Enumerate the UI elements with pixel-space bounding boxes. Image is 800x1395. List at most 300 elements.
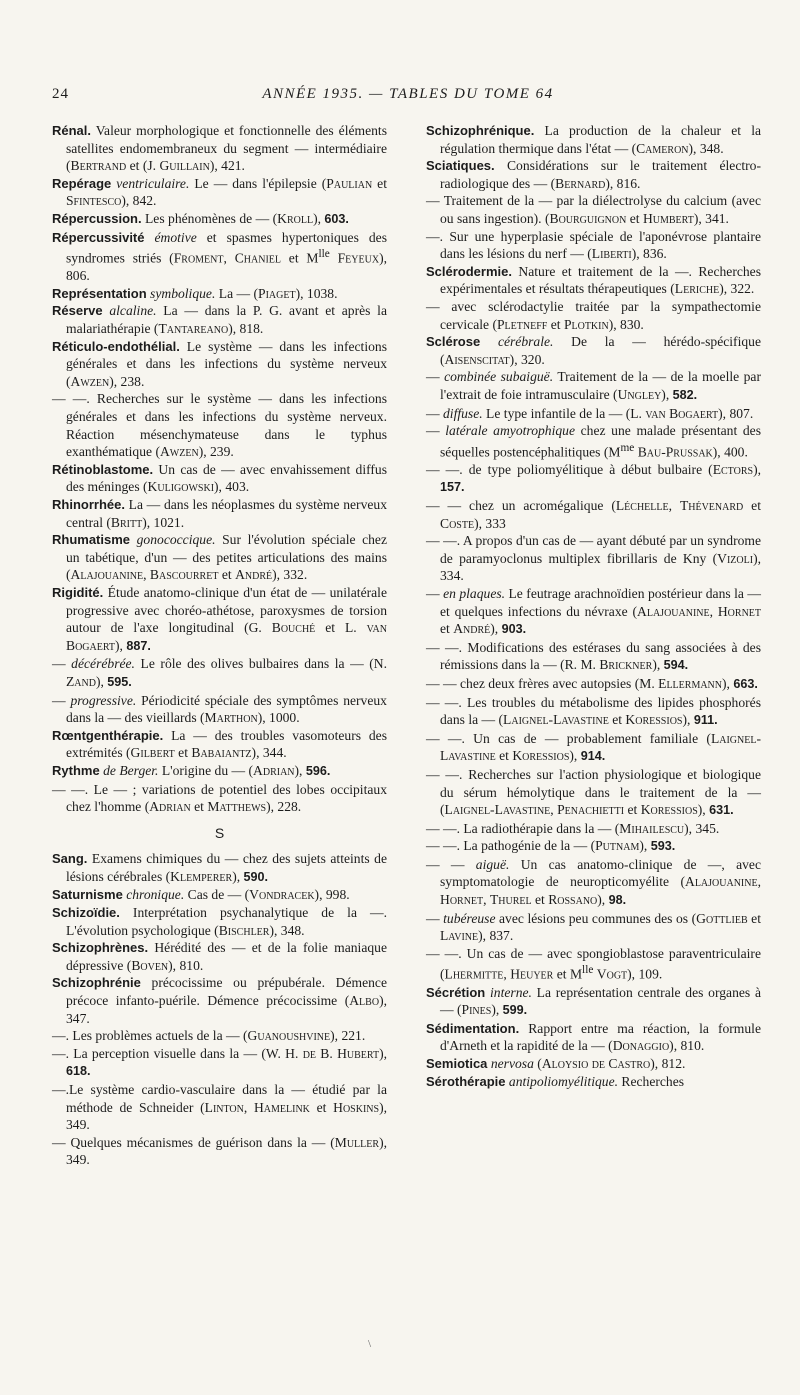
index-entry bbox=[426, 639, 761, 675]
entry-text: ), 345. bbox=[684, 820, 720, 836]
entry-text: et spasmes hypertoniques des syndromes striés ( bbox=[66, 229, 387, 266]
entry-text: Bernard bbox=[555, 175, 606, 191]
index-entry bbox=[52, 1081, 387, 1134]
entry-text: Ellermann bbox=[658, 675, 722, 691]
page-number: 24 bbox=[52, 86, 69, 102]
entry-page-number: 599. bbox=[502, 1003, 528, 1018]
entry-text: ), 320. bbox=[509, 351, 545, 367]
left-entries-r bbox=[52, 122, 387, 816]
entry-text: Awzen bbox=[70, 373, 110, 389]
entry-text: Babaiantz bbox=[191, 745, 252, 761]
entry-text: ), 816. bbox=[605, 175, 641, 191]
index-entry bbox=[52, 781, 387, 816]
entry-page-number: 157. bbox=[440, 480, 465, 495]
entry-text: van Bogaert bbox=[645, 405, 719, 421]
index-entry bbox=[426, 730, 761, 766]
entry-text: , bbox=[550, 802, 558, 818]
entry-text: ), 349. bbox=[66, 1134, 387, 1168]
index-entry bbox=[426, 820, 761, 838]
entry-text: et bbox=[440, 621, 454, 637]
index-entry bbox=[426, 1020, 761, 1055]
entry-term: Réserve bbox=[52, 303, 103, 319]
entry-text: — —. La pathogénie de la — ( bbox=[426, 838, 596, 854]
entry-text: Lavine bbox=[440, 928, 479, 944]
entry-text: Le — dans l'épilepsie ( bbox=[189, 175, 327, 191]
entry-term: Rœntgenthérapie. bbox=[52, 727, 164, 743]
entry-text: Alajouanine bbox=[637, 603, 710, 619]
entry-text: ), 836. bbox=[631, 246, 667, 262]
index-entry bbox=[426, 461, 761, 497]
entry-text: et bbox=[743, 498, 761, 513]
entry-text: ), 322. bbox=[719, 281, 755, 297]
entry-text: avec lésions peu communes des os ( bbox=[495, 910, 697, 926]
entry-page-number: 596. bbox=[305, 763, 331, 778]
entry-text: ), 348. bbox=[269, 922, 305, 938]
entry-text: De la — hérédo-spécifique ( bbox=[440, 334, 761, 367]
entry-text: et (J. bbox=[126, 158, 160, 174]
entry-text: combinée subaiguë. bbox=[444, 369, 554, 385]
entry-text: Britt bbox=[110, 514, 143, 530]
index-entry bbox=[426, 497, 761, 532]
index-entry bbox=[426, 228, 761, 263]
entry-page-number: 914. bbox=[580, 749, 606, 764]
index-entry bbox=[52, 302, 387, 337]
entry-text: — bbox=[426, 423, 446, 439]
entry-text: Pletneff bbox=[496, 316, 548, 332]
entry-text: Sfintesco bbox=[66, 193, 122, 209]
entry-text: Bourguignon bbox=[549, 210, 627, 226]
entry-text: ), bbox=[661, 386, 673, 402]
entry-text: ), 818. bbox=[228, 321, 264, 337]
index-entry bbox=[52, 496, 387, 531]
entry-text: , bbox=[243, 1099, 254, 1115]
entry-text: — bbox=[426, 369, 445, 385]
entry-text: diffuse. bbox=[443, 405, 483, 421]
entry-term: Semiotica bbox=[426, 1055, 488, 1071]
entry-text: interne. bbox=[490, 984, 532, 1000]
entry-text: Pines bbox=[461, 1002, 492, 1018]
entry-text: et M bbox=[281, 250, 319, 266]
entry-term: Sécrétion bbox=[426, 984, 486, 1000]
entry-text: Laignel-Lavastine bbox=[444, 802, 551, 818]
entry-term: Schizophrénique. bbox=[426, 123, 535, 138]
entry-term: Représentation bbox=[52, 285, 147, 301]
entry-text: ), bbox=[491, 1002, 503, 1018]
index-entry bbox=[52, 850, 387, 886]
entry-text: ), bbox=[115, 637, 127, 653]
entry-text: ), bbox=[639, 838, 651, 854]
entry-term: Rythme bbox=[52, 762, 100, 778]
entry-text: ), 349. bbox=[66, 1099, 388, 1133]
entry-text: Laignel-Lavastine bbox=[440, 730, 761, 764]
entry-text: ), 807. bbox=[718, 405, 754, 421]
entry-page-number: 911. bbox=[693, 713, 718, 728]
entry-text: —. Sur une hyperplasie spéciale de l'aponévrose plantaire dans les lésions du nerf — ( bbox=[426, 228, 761, 262]
entry-text: André bbox=[453, 621, 491, 637]
entry-term: Sclérodermie. bbox=[426, 263, 512, 279]
entry-text: ), 806. bbox=[66, 250, 388, 284]
entry-text: — avec sclérodactylie traitée par la sympathectomie cervicale ( bbox=[426, 298, 761, 332]
entry-text: Vondracek bbox=[249, 887, 315, 903]
entry-text: et bbox=[372, 175, 387, 191]
entry-text: ), 109. bbox=[627, 966, 663, 982]
entry-text: antipoliomyélitique. bbox=[508, 1073, 618, 1089]
entry-text: Thurel bbox=[489, 892, 532, 908]
entry-text: Boven bbox=[131, 957, 169, 973]
running-title: ANNÉE 1935. — TABLES DU TOME 64 bbox=[262, 86, 554, 102]
index-entry bbox=[52, 390, 387, 460]
entry-text: Cas de — ( bbox=[184, 887, 250, 903]
entry-text: , bbox=[503, 966, 511, 982]
entry-text: Coste bbox=[440, 515, 475, 531]
entry-text: — —. A propos d'un cas de — ayant débuté par un syndrome de paramyoclonus multiplex fibrillaris de Kny ( bbox=[426, 533, 761, 566]
entry-text: Zand bbox=[66, 673, 96, 689]
entry-text: Ungley bbox=[617, 386, 662, 402]
entry-text: symbolique. bbox=[150, 285, 216, 301]
entry-text: Le type infantile de la — (L. bbox=[482, 405, 646, 421]
entry-text: Un cas de — avec envahissement diffus des méninges ( bbox=[66, 461, 387, 495]
entry-page-number: 887. bbox=[126, 638, 151, 653]
entry-text: ), 341. bbox=[693, 210, 729, 226]
entry-text: La — ( bbox=[215, 285, 259, 301]
entry-text: — — chez un acromégalique ( bbox=[426, 498, 616, 513]
index-entry bbox=[426, 532, 761, 585]
entry-text bbox=[480, 334, 498, 349]
entry-term: Rétinoblastome. bbox=[52, 461, 154, 477]
entry-text: Adrian bbox=[149, 799, 191, 815]
index-entry bbox=[426, 368, 761, 404]
entry-text: Considérations sur le traitement électro-radiologique des — ( bbox=[440, 158, 761, 191]
entry-text: Étude anatomo-clinique d'un état de — unilatérale progressive avec choréo-athétose, paroxysmes de torsion autour de l'axe longitudinal (G. bbox=[66, 584, 387, 636]
index-entry bbox=[52, 338, 387, 391]
index-entry bbox=[52, 122, 387, 175]
footer-mark: \ bbox=[368, 1338, 372, 1350]
entry-text: et L. bbox=[315, 620, 367, 636]
entry-text: Awzen bbox=[159, 444, 199, 460]
entry-text: Bau-Prussak bbox=[637, 444, 713, 460]
index-entry bbox=[426, 122, 761, 157]
entry-text: Bertrand bbox=[70, 158, 127, 174]
entry-text: Froment bbox=[173, 250, 224, 266]
entry-text: Bascourret bbox=[149, 567, 219, 583]
entry-text: L'origine du — ( bbox=[158, 762, 254, 778]
entry-text: ), 348. bbox=[688, 140, 724, 156]
entry-text: André bbox=[235, 567, 273, 583]
entry-text: Hornet bbox=[440, 892, 484, 908]
entry-text: ), bbox=[597, 892, 609, 908]
entry-text: précocissime ou prépubérale. Démence précoce infanto-puérile. Démence précocissime ( bbox=[66, 975, 387, 1009]
entry-page-number: 631. bbox=[709, 803, 734, 818]
entry-text: ), 239. bbox=[198, 444, 234, 460]
entry-text: —.Le système cardio-vasculaire dans la — étudié par la méthode de Schneider ( bbox=[52, 1082, 387, 1115]
entry-text: et bbox=[218, 567, 236, 583]
section-letter-s: S bbox=[214, 824, 225, 841]
entry-text: , bbox=[757, 874, 761, 890]
entry-text: de Berger. bbox=[103, 762, 159, 778]
entry-text bbox=[145, 230, 155, 245]
entry-text: Hoskins bbox=[333, 1099, 380, 1115]
entry-text: Lhermitte bbox=[444, 966, 504, 982]
entry-text: Interprétation psychanalytique de la —. L'évolution psychologique ( bbox=[66, 905, 387, 938]
entry-text: — bbox=[52, 692, 71, 708]
entry-text: Donaggio bbox=[612, 1038, 670, 1054]
index-entry bbox=[426, 263, 761, 298]
index-entry bbox=[426, 405, 761, 423]
entry-text: et bbox=[531, 892, 549, 908]
entry-text: ), 1021. bbox=[142, 514, 185, 530]
entry-page-number: 603. bbox=[324, 211, 349, 226]
entry-text: ), 332. bbox=[272, 567, 308, 583]
entry-text: ), 830. bbox=[608, 316, 644, 332]
entry-text: Cameron bbox=[636, 140, 689, 156]
entry-text: La — dans la P. G. avant et après la malariathérapie ( bbox=[66, 303, 387, 337]
entry-text: ), bbox=[697, 802, 710, 818]
entry-text: lle bbox=[318, 248, 330, 261]
entry-text: Leriche bbox=[674, 281, 720, 297]
index-entry bbox=[52, 762, 387, 781]
entry-text: ), 810. bbox=[669, 1038, 705, 1054]
entry-text: Koressios bbox=[625, 712, 683, 728]
entry-text: — — chez deux frères avec autopsies (M. bbox=[426, 675, 659, 691]
entry-page-number: 593. bbox=[650, 839, 676, 854]
entry-text: et bbox=[747, 910, 761, 926]
entry-text: Le système — dans les infections générales et dans les infections du système nerveux ( bbox=[66, 338, 387, 389]
entry-text: — —. de type poliomyélitique à début bulbaire ( bbox=[426, 461, 713, 477]
entry-text: Nature et traitement de la —. Recherches expérimentales et résultats thérapeutiques ( bbox=[440, 263, 761, 297]
entry-term: Répercussivité bbox=[52, 229, 145, 245]
entry-text: ), 238. bbox=[109, 373, 145, 389]
entry-term: Réticulo-endothélial. bbox=[52, 338, 180, 354]
entry-text: nervosa bbox=[490, 1055, 534, 1071]
entry-text: ), bbox=[232, 868, 244, 884]
entry-text: ), 400. bbox=[712, 444, 748, 460]
entry-text: Kuligowski bbox=[147, 479, 215, 495]
entry-text: en plaques. bbox=[443, 585, 506, 601]
entry-term: Repérage bbox=[52, 175, 112, 191]
index-entry bbox=[52, 531, 387, 584]
entry-text: Alajouanine bbox=[685, 874, 758, 890]
right-entries-s bbox=[426, 122, 761, 1090]
entry-text: van Bogaert bbox=[66, 620, 387, 653]
index-entry bbox=[426, 1055, 761, 1073]
entry-text: ), 837. bbox=[478, 928, 514, 944]
index-entry bbox=[426, 333, 761, 368]
entry-text: Humbert bbox=[642, 210, 694, 226]
entry-text: — — bbox=[426, 856, 476, 872]
entry-text: , bbox=[483, 892, 490, 908]
index-entry bbox=[426, 585, 761, 639]
entry-term: Rigidité. bbox=[52, 584, 104, 600]
index-entry bbox=[52, 692, 387, 727]
entry-text: — bbox=[52, 656, 72, 672]
entry-text: Adrian bbox=[253, 762, 295, 778]
entry-text: Hornet bbox=[717, 603, 762, 619]
entry-text: Bischler bbox=[218, 922, 270, 938]
entry-text: Muller bbox=[334, 1134, 380, 1150]
entry-term: Sédimentation. bbox=[426, 1020, 520, 1036]
index-entry bbox=[426, 1073, 761, 1091]
index-entry bbox=[426, 694, 761, 730]
left-column bbox=[52, 122, 387, 1169]
entry-text: ), 998. bbox=[314, 887, 350, 903]
index-entry bbox=[52, 904, 387, 939]
entry-page-number: 590. bbox=[243, 869, 269, 884]
entry-term: Rhumatisme bbox=[52, 532, 131, 548]
entry-text: ), 1000. bbox=[257, 710, 300, 726]
index-entry bbox=[426, 984, 761, 1020]
entry-text: — bbox=[426, 585, 444, 601]
entry-text: — bbox=[426, 910, 444, 926]
entry-text: Thévenard bbox=[679, 498, 744, 513]
entry-text: Sur l'évolution spéciale chez un tabétique, d'un — des petites articulations des mains ( bbox=[66, 532, 387, 583]
entry-text: me bbox=[620, 441, 635, 454]
index-entry bbox=[426, 837, 761, 856]
index-entry bbox=[426, 856, 761, 910]
entry-text: —. Les problèmes actuels de la — ( bbox=[52, 1028, 248, 1044]
entry-text: ), 403. bbox=[214, 479, 250, 495]
index-entry bbox=[426, 157, 761, 192]
entry-term: Rénal. bbox=[52, 123, 92, 138]
entry-term: Saturnisme bbox=[52, 887, 123, 903]
entry-text: — —. Les troubles du métabolisme des lipides phosphorés dans la — ( bbox=[426, 694, 761, 728]
entry-text: — —. Le — ; variations de potentiel des lobes occipitaux chez l'homme ( bbox=[52, 781, 387, 815]
entry-text: — —. La radiothérapie dans la — ( bbox=[426, 820, 620, 836]
entry-term: Sclérose bbox=[426, 334, 481, 350]
entry-text: Koressios bbox=[640, 802, 698, 818]
entry-term: Sérothérapie bbox=[426, 1073, 506, 1089]
entry-text: et bbox=[626, 210, 643, 226]
entry-text: cérébrale. bbox=[497, 334, 554, 350]
entry-text: ventriculaire. bbox=[116, 175, 190, 191]
entry-text: ), 810. bbox=[168, 957, 204, 973]
entry-text: émotive bbox=[154, 229, 197, 245]
entry-text: Examens chimiques du — chez des sujets atteints de lésions cérébrales ( bbox=[66, 851, 387, 884]
index-entry bbox=[426, 766, 761, 820]
entry-text: tubéreuse bbox=[443, 910, 496, 926]
entry-text: chronique. bbox=[126, 887, 185, 903]
entry-text: Feyeux bbox=[337, 250, 380, 266]
index-entry bbox=[52, 886, 387, 904]
index-entry bbox=[52, 229, 387, 285]
entry-text: et bbox=[624, 802, 641, 818]
index-entry bbox=[52, 655, 387, 691]
entry-text: , bbox=[709, 603, 718, 619]
entry-text: Le rôle des olives bulbaires dans la — (N. bbox=[134, 656, 387, 672]
entry-text: et M bbox=[553, 966, 583, 982]
entry-page-number: 98. bbox=[608, 893, 627, 908]
entry-text: — Traitement de la — par la diélectrolyse du calcium (avec ou sans ingestion). ( bbox=[426, 193, 761, 226]
index-entry bbox=[426, 675, 761, 694]
entry-text: Ectors bbox=[712, 461, 754, 477]
entry-text: Les phénomènes de — ( bbox=[141, 210, 278, 226]
entry-text: ), 842. bbox=[121, 193, 157, 209]
entry-text: Linton bbox=[204, 1099, 244, 1115]
entry-text: alcaline. bbox=[109, 303, 157, 319]
entry-text: ), 334. bbox=[440, 550, 761, 584]
entry-page-number: 618. bbox=[66, 1064, 91, 1079]
entry-text: Guanoushvine bbox=[247, 1028, 331, 1044]
entry-text: progressive. bbox=[70, 692, 137, 708]
entry-text: ), 344. bbox=[251, 745, 287, 761]
entry-text: ), 333 bbox=[474, 515, 506, 531]
entry-text: Un cas anatomo-clinique de —, avec symptomatologie de neuropticomyélite ( bbox=[440, 856, 761, 890]
entry-term: Schizoïdie. bbox=[52, 905, 120, 921]
entry-text: Vogt bbox=[596, 966, 628, 982]
entry-term: Sang. bbox=[52, 851, 88, 867]
entry-text: Vizoli bbox=[717, 550, 754, 566]
entry-text: — —. Un cas de — probablement familiale ( bbox=[426, 730, 711, 746]
entry-text: et bbox=[190, 799, 208, 815]
entry-text: Penachietti bbox=[557, 802, 625, 818]
entry-text bbox=[130, 532, 137, 547]
index-entry bbox=[52, 210, 387, 229]
entry-text: Rapport entre ma réaction, la formule d'Arneth et la rapidité de la — ( bbox=[440, 1020, 761, 1054]
entry-text: et bbox=[495, 748, 513, 764]
entry-text: Koressios bbox=[512, 748, 570, 764]
entry-page-number: 595. bbox=[107, 674, 132, 689]
entry-text: ), bbox=[294, 762, 306, 778]
entry-text: gonococcique. bbox=[136, 532, 216, 548]
entry-text: Aisenscitat bbox=[444, 351, 510, 367]
index-entry bbox=[52, 727, 387, 762]
entry-text: Putnam bbox=[595, 838, 640, 854]
entry-text: et bbox=[174, 745, 192, 761]
entry-text: — —. Recherches sur l'action physiologique et biologique du sérum hémolytique dans le traitement de la — ( bbox=[426, 766, 761, 818]
entry-text: Gilbert bbox=[130, 745, 175, 761]
entry-text: ), bbox=[569, 748, 581, 764]
entry-text: —. La perception visuelle dans la — (W. H. bbox=[52, 1045, 303, 1061]
entry-text: ), 421. bbox=[209, 158, 245, 174]
entry-text: Le feutrage arachnoïdien postérieur dans la — et quelques infections du névraxe ( bbox=[440, 585, 761, 619]
entry-text: Marthon bbox=[204, 710, 258, 726]
entry-text: Recherches bbox=[618, 1073, 685, 1089]
entry-text: Liberti bbox=[591, 246, 632, 262]
entry-text: ( bbox=[533, 1055, 542, 1071]
entry-text: Traitement de la — de la moelle par l'extrait de foie intramusculaire ( bbox=[440, 369, 761, 402]
entry-page-number: 582. bbox=[672, 387, 698, 402]
entry-text: ), bbox=[753, 461, 761, 477]
entry-text: ), bbox=[722, 675, 734, 691]
entry-text: latérale amyotrophique bbox=[445, 423, 575, 439]
entry-text: Matthews bbox=[207, 799, 267, 815]
index-entry bbox=[426, 192, 761, 227]
entry-page-number: 903. bbox=[501, 622, 527, 637]
entry-text: La production de la chaleur et la régulation thermique dans l'état — ( bbox=[440, 123, 761, 156]
entry-term: Schizophrénie bbox=[52, 975, 141, 991]
entry-text: Hérédité des — et de la folie maniaque dépressive ( bbox=[66, 940, 387, 973]
index-entry bbox=[52, 461, 387, 496]
index-entry bbox=[52, 1045, 387, 1081]
left-entries-s bbox=[52, 850, 387, 1169]
index-entry bbox=[52, 175, 387, 210]
entry-text: Chaniel bbox=[234, 250, 281, 266]
entry-text: La — dans les néoplasmes du système nerveux central ( bbox=[66, 497, 387, 530]
entry-text: Klemperer bbox=[170, 868, 233, 884]
entry-text: La représentation centrale des organes à — ( bbox=[440, 984, 761, 1018]
entry-text: et bbox=[309, 1099, 334, 1115]
entry-text: — Quelques mécanismes de guérison dans la — ( bbox=[52, 1134, 335, 1150]
entry-text: Aloysio de Castro bbox=[541, 1055, 651, 1071]
entry-page-number: 663. bbox=[733, 676, 758, 691]
entry-text: ), bbox=[95, 673, 108, 689]
index-entry bbox=[52, 285, 387, 303]
index-entry bbox=[52, 939, 387, 974]
entry-text: La — des troubles vasomoteurs des extrémités ( bbox=[66, 727, 387, 761]
entry-text: — bbox=[426, 405, 443, 421]
entry-text: Mihailescu bbox=[619, 820, 685, 836]
entry-text: — —. Modifications des estérases du sang associées à des rémissions dans la — (R. M. bbox=[426, 639, 761, 673]
entry-text: décérébrée. bbox=[71, 656, 135, 672]
